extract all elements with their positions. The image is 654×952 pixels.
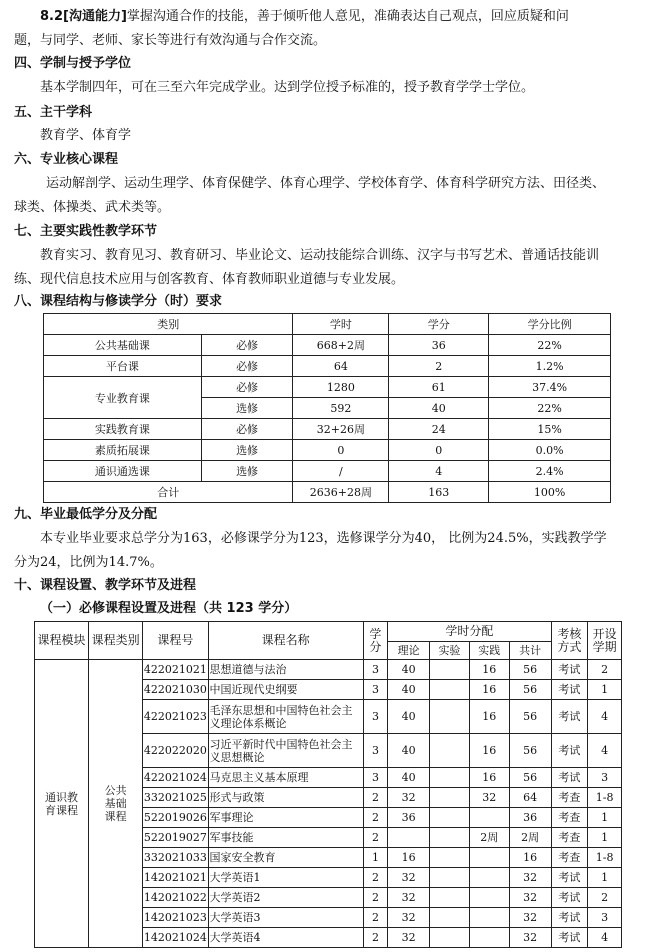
course-credit: 2 bbox=[363, 808, 388, 828]
section-9-text bbox=[14, 527, 642, 575]
header-exp: 实验 bbox=[430, 642, 470, 660]
course-code: 422021023 bbox=[143, 700, 208, 734]
course-credit: 2 bbox=[363, 888, 388, 908]
cell: 100% bbox=[489, 482, 611, 503]
course-total: 32 bbox=[509, 928, 551, 948]
course-practice: 16 bbox=[469, 734, 509, 768]
course-name: 军事理论 bbox=[208, 808, 363, 828]
section-5-title: 五、主干学科 bbox=[14, 105, 93, 120]
course-term: 4 bbox=[588, 928, 622, 948]
course-exp bbox=[430, 660, 470, 680]
course-code: 422021030 bbox=[143, 680, 208, 700]
cell: 必修 bbox=[201, 335, 293, 356]
cell: 36 bbox=[389, 335, 489, 356]
cell: 2636+28周 bbox=[293, 482, 389, 503]
course-credit: 3 bbox=[363, 734, 388, 768]
header-module: 课程模块 bbox=[35, 622, 89, 660]
course-name: 大学英语2 bbox=[208, 888, 363, 908]
cell: 64 bbox=[293, 356, 389, 377]
course-term: 1 bbox=[588, 808, 622, 828]
course-code: 332021033 bbox=[143, 848, 208, 868]
cell: 1280 bbox=[293, 377, 389, 398]
section-9-title: 九、毕业最低学分及分配 bbox=[14, 507, 158, 522]
course-assess: 考查 bbox=[551, 828, 588, 848]
cell: 选修 bbox=[201, 461, 293, 482]
course-total: 2周 bbox=[509, 828, 551, 848]
course-exp bbox=[430, 848, 470, 868]
course-exp bbox=[430, 908, 470, 928]
course-term: 2 bbox=[588, 660, 622, 680]
course-term: 2 bbox=[588, 888, 622, 908]
course-assess: 考试 bbox=[551, 888, 588, 908]
cell: 22% bbox=[489, 335, 611, 356]
course-total: 32 bbox=[509, 888, 551, 908]
course-term: 1 bbox=[588, 828, 622, 848]
module-cell: 通识教育课程 bbox=[35, 660, 89, 948]
ability-line2: 题，与同学、老师、家长等进行有效沟通与合作交流。 bbox=[14, 33, 327, 48]
course-term: 1-8 bbox=[588, 848, 622, 868]
course-total: 56 bbox=[509, 768, 551, 788]
header-assess: 考核方式 bbox=[551, 622, 588, 660]
cell: 平台课 bbox=[44, 356, 202, 377]
table-row bbox=[44, 377, 611, 398]
course-term: 3 bbox=[588, 768, 622, 788]
section-4-title: 四、学制与授予学位 bbox=[14, 56, 132, 71]
course-exp bbox=[430, 868, 470, 888]
course-credit: 2 bbox=[363, 828, 388, 848]
cell: 4 bbox=[389, 461, 489, 482]
course-credit: 2 bbox=[363, 868, 388, 888]
cell: 0 bbox=[293, 440, 389, 461]
course-credit: 2 bbox=[363, 788, 388, 808]
cell: 24 bbox=[389, 419, 489, 440]
header-category: 类别 bbox=[44, 314, 293, 335]
cell: 公共基础课 bbox=[44, 335, 202, 356]
course-exp bbox=[430, 888, 470, 908]
cell: 22% bbox=[489, 398, 611, 419]
course-name: 军事技能 bbox=[208, 828, 363, 848]
course-theory: 32 bbox=[388, 888, 430, 908]
section-7-title: 七、主要实践性教学环节 bbox=[14, 224, 158, 239]
course-total: 56 bbox=[509, 700, 551, 734]
section-6-text bbox=[14, 172, 642, 220]
cell: 合计 bbox=[44, 482, 293, 503]
course-term: 1 bbox=[588, 868, 622, 888]
course-theory: 40 bbox=[388, 660, 430, 680]
cell: 选修 bbox=[201, 440, 293, 461]
cell: 163 bbox=[389, 482, 489, 503]
header-total: 共计 bbox=[509, 642, 551, 660]
cell: 2 bbox=[389, 356, 489, 377]
cell: 必修 bbox=[201, 419, 293, 440]
ability-line1: 掌握沟通合作的技能，善于倾听他人意见，准确表达自己观点，回应质疑和问 bbox=[126, 9, 569, 24]
course-theory: 36 bbox=[388, 808, 430, 828]
course-credit: 2 bbox=[363, 908, 388, 928]
course-term: 1-8 bbox=[588, 788, 622, 808]
header-category: 课程类别 bbox=[89, 622, 143, 660]
credit-structure-table bbox=[43, 313, 611, 503]
category-cell: 公共基础课程 bbox=[89, 660, 143, 948]
section-6-line2: 球类、体操类、武术类等。 bbox=[14, 200, 171, 215]
table-row bbox=[44, 440, 611, 461]
course-term: 3 bbox=[588, 908, 622, 928]
section-8-title: 八、课程结构与修读学分（时）要求 bbox=[14, 294, 223, 309]
course-code: 422021024 bbox=[143, 768, 208, 788]
course-code: 142021021 bbox=[143, 868, 208, 888]
course-practice bbox=[469, 888, 509, 908]
header-term: 开设学期 bbox=[588, 622, 622, 660]
cell: 0 bbox=[389, 440, 489, 461]
course-total: 32 bbox=[509, 908, 551, 928]
header-credits: 学分 bbox=[389, 314, 489, 335]
course-assess: 考试 bbox=[551, 928, 588, 948]
course-exp bbox=[430, 680, 470, 700]
course-assess: 考试 bbox=[551, 768, 588, 788]
course-practice bbox=[469, 868, 509, 888]
ability-paragraph bbox=[14, 5, 642, 53]
course-practice bbox=[469, 928, 509, 948]
cell: 2.4% bbox=[489, 461, 611, 482]
course-practice bbox=[469, 908, 509, 928]
course-total: 56 bbox=[509, 734, 551, 768]
section-9-line1: 本专业毕业要求总学分为163，必修课学分为123，选修课学分为40， 比例为24.5%，实践教学学 bbox=[40, 531, 607, 546]
cell: / bbox=[293, 461, 389, 482]
section-10-subtitle: （一）必修课程设置及进程（共 123 学分） bbox=[40, 601, 298, 616]
course-credit: 2 bbox=[363, 928, 388, 948]
cell: 61 bbox=[389, 377, 489, 398]
course-practice: 32 bbox=[469, 788, 509, 808]
course-code: 422022020 bbox=[143, 734, 208, 768]
cell: 必修 bbox=[201, 356, 293, 377]
course-code: 422021021 bbox=[143, 660, 208, 680]
section-5-text: 教育学、体育学 bbox=[40, 128, 132, 143]
header-name: 课程名称 bbox=[208, 622, 363, 660]
cell: 15% bbox=[489, 419, 611, 440]
course-exp bbox=[430, 928, 470, 948]
header-ratio: 学分比例 bbox=[489, 314, 611, 335]
course-total: 64 bbox=[509, 788, 551, 808]
course-name: 习近平新时代中国特色社会主义思想概论 bbox=[208, 734, 363, 768]
course-term: 1 bbox=[588, 680, 622, 700]
course-exp bbox=[430, 768, 470, 788]
course-theory: 40 bbox=[388, 768, 430, 788]
cell: 素质拓展课 bbox=[44, 440, 202, 461]
course-theory: 32 bbox=[388, 788, 430, 808]
course-practice: 16 bbox=[469, 768, 509, 788]
section-7-text bbox=[14, 244, 642, 292]
header-practice: 实践 bbox=[469, 642, 509, 660]
course-practice bbox=[469, 848, 509, 868]
cell: 通识通选课 bbox=[44, 461, 202, 482]
course-code: 142021024 bbox=[143, 928, 208, 948]
course-theory: 32 bbox=[388, 928, 430, 948]
course-exp bbox=[430, 734, 470, 768]
cell: 37.4% bbox=[489, 377, 611, 398]
table-row bbox=[35, 660, 622, 680]
course-name: 毛泽东思想和中国特色社会主义理论体系概论 bbox=[208, 700, 363, 734]
cell: 32+26周 bbox=[293, 419, 389, 440]
course-theory: 32 bbox=[388, 908, 430, 928]
cell: 必修 bbox=[201, 377, 293, 398]
table-row bbox=[44, 419, 611, 440]
table-row bbox=[44, 356, 611, 377]
course-table-body bbox=[35, 660, 622, 948]
course-theory: 16 bbox=[388, 848, 430, 868]
course-practice: 16 bbox=[469, 700, 509, 734]
section-6-line1: 运动解剖学、运动生理学、体育保健学、体育心理学、学校体育学、体育科学研究方法、田径类、 bbox=[46, 176, 606, 191]
course-code: 522019026 bbox=[143, 808, 208, 828]
course-theory: 40 bbox=[388, 734, 430, 768]
course-name: 大学英语1 bbox=[208, 868, 363, 888]
course-name: 中国近现代史纲要 bbox=[208, 680, 363, 700]
section-9-line2: 分为24，比例为14.7%。 bbox=[14, 555, 163, 570]
course-exp bbox=[430, 828, 470, 848]
course-credit: 3 bbox=[363, 700, 388, 734]
course-assess: 考试 bbox=[551, 700, 588, 734]
course-name: 思想道德与法治 bbox=[208, 660, 363, 680]
course-code: 332021025 bbox=[143, 788, 208, 808]
course-name: 大学英语4 bbox=[208, 928, 363, 948]
course-exp bbox=[430, 808, 470, 828]
course-practice: 16 bbox=[469, 680, 509, 700]
course-assess: 考试 bbox=[551, 908, 588, 928]
course-assess: 考查 bbox=[551, 848, 588, 868]
section-6-title: 六、专业核心课程 bbox=[14, 152, 119, 167]
course-code: 142021022 bbox=[143, 888, 208, 908]
course-name: 形式与政策 bbox=[208, 788, 363, 808]
header-theory: 理论 bbox=[388, 642, 430, 660]
course-theory bbox=[388, 828, 430, 848]
course-practice: 16 bbox=[469, 660, 509, 680]
course-assess: 考查 bbox=[551, 788, 588, 808]
header-code: 课程号 bbox=[143, 622, 208, 660]
cell: 592 bbox=[293, 398, 389, 419]
course-assess: 考查 bbox=[551, 808, 588, 828]
course-assess: 考试 bbox=[551, 734, 588, 768]
course-total: 56 bbox=[509, 660, 551, 680]
course-name: 马克思主义基本原理 bbox=[208, 768, 363, 788]
table-row bbox=[44, 461, 611, 482]
course-credit: 3 bbox=[363, 768, 388, 788]
header-hours: 学时 bbox=[293, 314, 389, 335]
course-code: 142021023 bbox=[143, 908, 208, 928]
cell: 专业教育课 bbox=[44, 377, 202, 419]
cell: 1.2% bbox=[489, 356, 611, 377]
course-exp bbox=[430, 700, 470, 734]
ability-prefix: 8.2[沟通能力] bbox=[40, 9, 127, 24]
section-10-title: 十、课程设置、教学环节及进程 bbox=[14, 578, 197, 593]
course-practice bbox=[469, 808, 509, 828]
cell: 实践教育课 bbox=[44, 419, 202, 440]
table-total-row bbox=[44, 482, 611, 503]
course-code: 522019027 bbox=[143, 828, 208, 848]
header-hours: 学时分配 bbox=[388, 622, 551, 642]
course-total: 16 bbox=[509, 848, 551, 868]
course-exp bbox=[430, 788, 470, 808]
course-name: 大学英语3 bbox=[208, 908, 363, 928]
section-7-line1: 教育实习、教育见习、教育研习、毕业论文、运动技能综合训练、汉字与书写艺术、普通话技能训 bbox=[40, 248, 600, 263]
course-term: 4 bbox=[588, 700, 622, 734]
course-credit: 3 bbox=[363, 680, 388, 700]
course-total: 32 bbox=[509, 868, 551, 888]
section-4-text: 基本学制四年，可在三至六年完成学业。达到学位授予标准的，授予教育学学士学位。 bbox=[40, 80, 535, 95]
course-practice: 2周 bbox=[469, 828, 509, 848]
course-assess: 考试 bbox=[551, 868, 588, 888]
course-theory: 32 bbox=[388, 868, 430, 888]
cell: 40 bbox=[389, 398, 489, 419]
course-theory: 40 bbox=[388, 680, 430, 700]
course-credit: 1 bbox=[363, 848, 388, 868]
required-courses-table bbox=[34, 621, 622, 948]
cell: 0.0% bbox=[489, 440, 611, 461]
course-assess: 考试 bbox=[551, 660, 588, 680]
course-credit: 3 bbox=[363, 660, 388, 680]
course-assess: 考试 bbox=[551, 680, 588, 700]
course-name: 国家安全教育 bbox=[208, 848, 363, 868]
header-credit: 学分 bbox=[363, 622, 388, 660]
section-7-line2: 练、现代信息技术应用与创客教育、体育教师职业道德与专业发展。 bbox=[14, 272, 405, 287]
course-total: 36 bbox=[509, 808, 551, 828]
course-theory: 40 bbox=[388, 700, 430, 734]
cell: 选修 bbox=[201, 398, 293, 419]
table-row bbox=[44, 335, 611, 356]
course-total: 56 bbox=[509, 680, 551, 700]
cell: 668+2周 bbox=[293, 335, 389, 356]
table-header-row bbox=[44, 314, 611, 335]
course-term: 4 bbox=[588, 734, 622, 768]
